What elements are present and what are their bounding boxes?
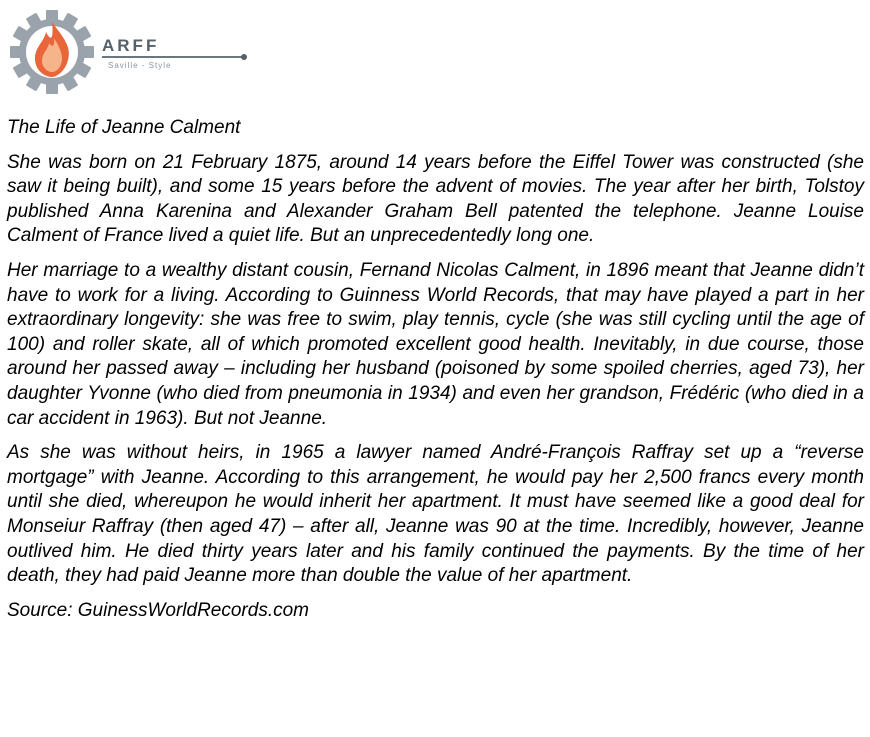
- brand-tagline: Saville - Style: [108, 61, 172, 70]
- article-title: The Life of Jeanne Calment: [7, 117, 241, 138]
- brand-divider-dot: [241, 54, 247, 60]
- article-paragraph-3: As she was without heirs, in 1965 a lawyer named André-François Raffray set up a “reverse mortgage” with Jeanne. According to this arrangement, he would pay her 2,500 francs every month until she died, whereupon he would inherit her apartment. It must have seemed like a good deal for Monseiur Raffray (then aged 47) – after all, Jeanne was 90 at the time. Incredibly, however, Jeanne outlived him. He died thirty years later and his family continued the payments. By the time of her death, they had paid Jeanne more than double the value of her apartment.: [7, 442, 864, 587]
- brand-name: ARFF: [102, 36, 160, 55]
- article-paragraph-2: Her marriage to a wealthy distant cousin, Fernand Nicolas Calment, in 1896 meant that Jeanne didn’t have to work for a living. According to Guinness World Records, that may have played a part in her extraordinary longevity: she was free to swim, play tennis, cycle (she was still cycling until the age of 100) and roller skate, all of which promoted excellent good health. Inevitably, in due course, those around her passed away – including her husband (poisoned by some spoiled cherries, aged 73), her daughter Yvonne (who died from pneumonia in 1934) and even her grandson, Frédéric (who died in a car accident in 1963). But not Jeanne.: [7, 259, 864, 429]
- article: [7, 116, 864, 623]
- brand-logo: [8, 8, 258, 98]
- brand-divider: [102, 56, 242, 58]
- article-paragraph-1: She was born on 21 February 1875, around 14 years before the Eiffel Tower was constructed (she saw it being built), and some 15 years before the advent of movies. The year after her birth, Tolstoy published Anna Karenina and Alexander Graham Bell patented the telephone. Jeanne Louise Calment of France lived a quiet life. But an unprecedentedly long one.: [7, 151, 864, 247]
- article-source: Source: GuinessWorldRecords.com: [7, 599, 309, 621]
- gear-flame-icon: [8, 8, 100, 98]
